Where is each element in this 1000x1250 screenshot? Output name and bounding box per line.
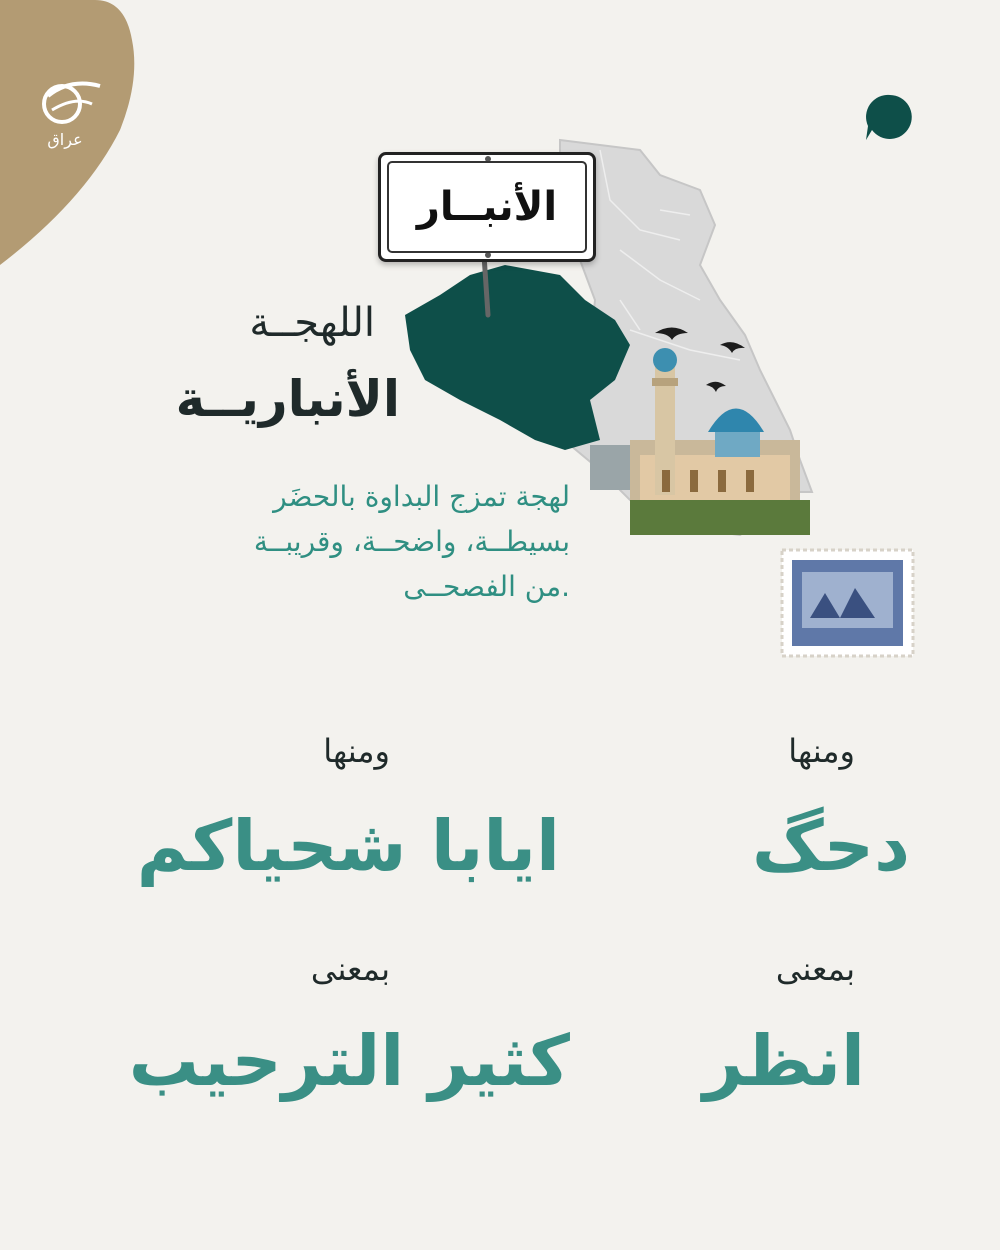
example-1-intro: ومنها bbox=[788, 732, 855, 770]
brand-label: عراق bbox=[47, 130, 83, 149]
stamp-icon bbox=[780, 548, 915, 658]
anbar-sign bbox=[378, 152, 596, 262]
example-1-word: دحگ bbox=[751, 805, 910, 887]
sign-label: الأنبــار bbox=[387, 161, 587, 253]
example-2-word: ايابا شحياكم bbox=[136, 805, 560, 887]
example-1-meaning: انظر bbox=[702, 1020, 865, 1102]
description-line-1: لهجة تمزج البداوة بالحضَر bbox=[273, 480, 570, 513]
example-2-intro: ومنها bbox=[323, 732, 390, 770]
example-1-meaning-label: بمعنى bbox=[775, 950, 855, 988]
example-2-meaning: كثير الترحيب bbox=[128, 1020, 570, 1102]
title-line-1: اللهجــة bbox=[249, 300, 375, 346]
description bbox=[170, 475, 570, 609]
example-2-meaning-label: بمعنى bbox=[310, 950, 390, 988]
title-line-2: الأنباريــة bbox=[175, 370, 400, 428]
speech-bubble-icon bbox=[866, 95, 912, 140]
description-line-3: من الفصحــى. bbox=[403, 569, 570, 603]
description-line-2: بسيطــة، واضحــة، وقريبــة bbox=[253, 524, 570, 558]
